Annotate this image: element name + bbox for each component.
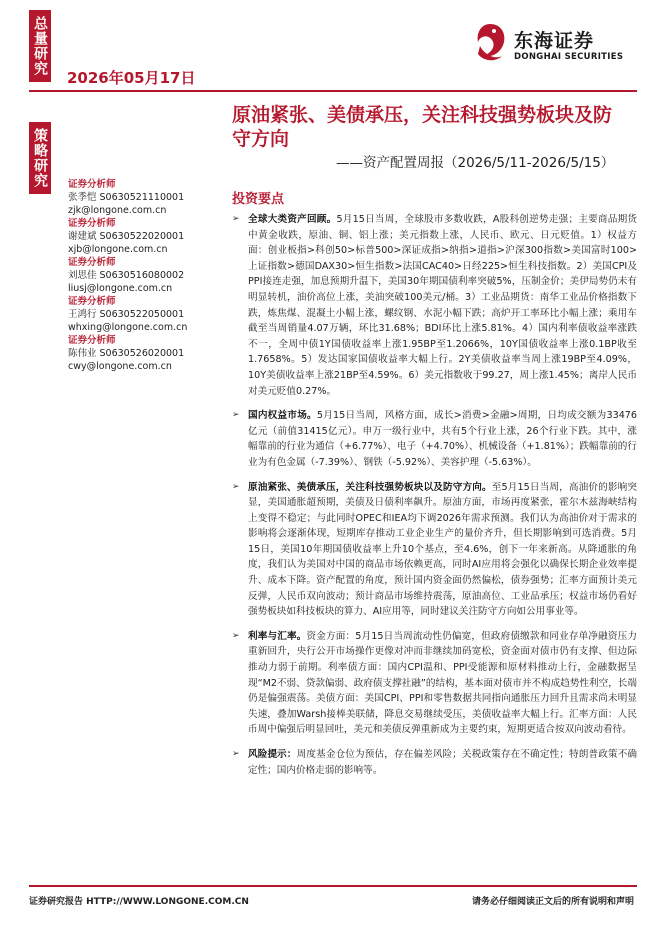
header-divider [29, 90, 637, 92]
key-points [232, 212, 637, 787]
analyst-email: xjb@longone.com.cn [68, 244, 168, 255]
analyst-name: 陈伟业 S0630526020001 [68, 348, 185, 359]
paragraph-lead: 风险提示： [248, 749, 297, 760]
paragraph-lead: 利率与汇率。 [248, 630, 307, 642]
paragraph-text: 5月15日当周，风格方面，成长>消费>金融>周期，日均成交额为33476亿元（前值31415亿元）。申万一级行业中，共有5个行业上涨，26个行业下跌。其中，涨幅靠前的行业为通信（+6.77%）、电子（+4.70%）、机械设备（+1.81%）；跌幅靠前的行业为有色金属（-7.39%）、钢铁（-5.92%）、美容护理（-5.63%）。 [248, 410, 637, 468]
paragraph-lead: 原油紧张、美债承压，关注科技强势板块以及防守方向。 [248, 481, 492, 493]
key-point-paragraph [232, 212, 637, 399]
key-point-paragraph [232, 629, 637, 738]
analyst-entry [68, 295, 218, 334]
analyst-role: 证券分析师 [68, 179, 116, 190]
analyst-role: 证券分析师 [68, 335, 116, 346]
analyst-name: 谢建斌 S0630522020001 [68, 231, 185, 242]
arrow-bullet-icon: ➢ [232, 410, 240, 421]
analyst-role: 证券分析师 [68, 218, 116, 229]
analyst-role: 证券分析师 [68, 296, 116, 307]
analyst-entry [68, 178, 218, 217]
analyst-email: cwy@longone.com.cn [68, 361, 172, 372]
paragraph-lead: 全球大类资产回顾。 [248, 214, 337, 225]
footer-disclaimer: 请务必仔细阅读正文后的所有说明和声明 [472, 897, 635, 907]
arrow-bullet-icon: ➢ [232, 749, 240, 759]
logo-name-en: DONGHAI SECURITIES [514, 52, 624, 62]
report-date: 2026年05月17日 [67, 69, 196, 87]
key-point-paragraph [232, 408, 637, 470]
arrow-bullet-icon: ➢ [232, 630, 240, 641]
analyst-name: 刘思佳 S0630516080002 [68, 270, 185, 281]
footer-divider [29, 885, 637, 887]
analyst-list [68, 178, 218, 373]
analyst-email: whxing@longone.com.cn [68, 322, 188, 333]
paragraph-lead: 国内权益市场。 [248, 410, 317, 422]
analyst-entry [68, 217, 218, 256]
report-title: 原油紧张、美债承压，关注科技强势板块及防守方向 [232, 104, 613, 150]
paragraph-text: 至5月15日当周，高油价的影响突显，美国通胀超预期，美债及日债利率飙升。原油方面，市场再度紧张，霍尔木兹海峡结构上变得不稳定；与此同时OPEC和IEA均下调2026年需求预测。我们认为高油价对于需求的影响将会逐渐体现，短期库存推动工业企业生产的量价齐升，但长期影响到可选消费。5月15日，美国10年期国债收益率上升10个基点，至4.6%，创下一年来新高。从降通胀的角度，我们认为美国对中国的商品市场依赖更高，同时AI应用将会强化以确保长期企业效率提升、成本下降。资产配置的角度，预计国内资金面仍然偏松，债券强势；汇率方面预计美元反弹，人民币双向波动；预计商品市场维持震荡，原油高位、工业品承压；权益市场仍看好强势板块如科技板块的算力、AI应用等，同时建议关注防守方向如公用事业等。 [248, 481, 638, 618]
paragraph-text: 周度基金仓位为预估，存在偏差风险；关税政策存在不确定性；特朗普政策不确定性；国内价格走弱的影响等。 [248, 749, 638, 776]
section-heading: 投资要点 [232, 192, 285, 207]
side-tab-strategy: 策略研究 [29, 122, 51, 194]
key-point-paragraph [232, 747, 637, 778]
analyst-role: 证券分析师 [68, 257, 116, 268]
dragon-logo-icon [470, 20, 510, 64]
side-tab-research-type: 总量研究 [29, 10, 51, 82]
analyst-name: 张季恺 S0630521110001 [68, 192, 185, 203]
key-point-paragraph [232, 480, 637, 620]
footer-source: 证券研究报告 HTTP://WWW.LONGONE.COM.CN [29, 897, 249, 907]
analyst-email: zjk@longone.com.cn [68, 205, 167, 216]
arrow-bullet-icon: ➢ [232, 214, 240, 224]
paragraph-text: 5月15日当周，全球股市多数收跌，A股科创逆势走强；主要商品期货中黄金收跌，原油、铜、铝上涨；美元指数上涨，人民币、欧元、日元贬值。1）权益方面：创业板指>科创50>标普500>深证成指>纳指>道指>沪深300指数>美国富时100>上证指数>德国DAX30>恒生指数>法国CAC40>日经225>恒生科技指数。2）美国CPI及PPI接连走强，加息预期升温下，美国30年期国债利率突破5%，压制金价；美伊局势仍未有明显转机，油价高位上涨，美油突破100美元/桶。3）工业品期货：南华工业品价格指数下跌，炼焦煤、混凝土小幅上涨，螺纹钢、水泥小幅下跌；高炉开工率环比小幅上涨；乘用车截至当周销量4.07万辆，环比31.68%；BDI环比上涨5.81%。4）国内利率债收益率涨跌不一，全周中债1Y国债收益率上涨1.95BP至1.2066%，10Y国债收益率上涨0.1BP收至1.7658%。5）发达国家国债收益率大幅上行。2Y美债收益率当周上涨19BP至4.09%，10Y美债收益率上涨21BP至4.59%。6）美元指数收于99.27，周上涨1.45%；离岸人民币对美元贬值0.27%。 [248, 214, 638, 397]
paragraph-text: 资金方面：5月15日当周流动性仍偏宽，但政府债缴款和同业存单净融资压力重新回升，央行公开市场操作更像对冲而非继续加码宽松，资金面对债市仍有支撑、但边际推动力弱于前期。利率债方面：国内CPI温和、PPI受能源和原材料推动上行，金融数据呈现“M2不弱、贷款偏弱、政府债支撑社融”的结构，基本面对债市并不构成趋势性利空，长端仍是偏强震荡。美债方面：美国CPI、PPI和零售数据共同指向通胀压力回升且需求尚未明显失速，叠加Warsh接棒美联储，降息交易继续受压，美债收益率大幅上行。汇率方面：人民币周中偏强后明显回吐，美元和美债反弹重新成为主要约束，短期更适合按双向波动看待。 [248, 630, 638, 736]
analyst-entry [68, 256, 218, 295]
report-subtitle: ——资产配置周报（2026/5/11-2026/5/15） [336, 155, 615, 171]
analyst-name: 王鸿行 S0630522050001 [68, 309, 185, 320]
arrow-bullet-icon: ➢ [232, 481, 240, 492]
analyst-entry [68, 334, 218, 373]
analyst-email: liusj@longone.com.cn [68, 283, 173, 294]
logo-name-cn: 东海证券 [514, 30, 595, 52]
